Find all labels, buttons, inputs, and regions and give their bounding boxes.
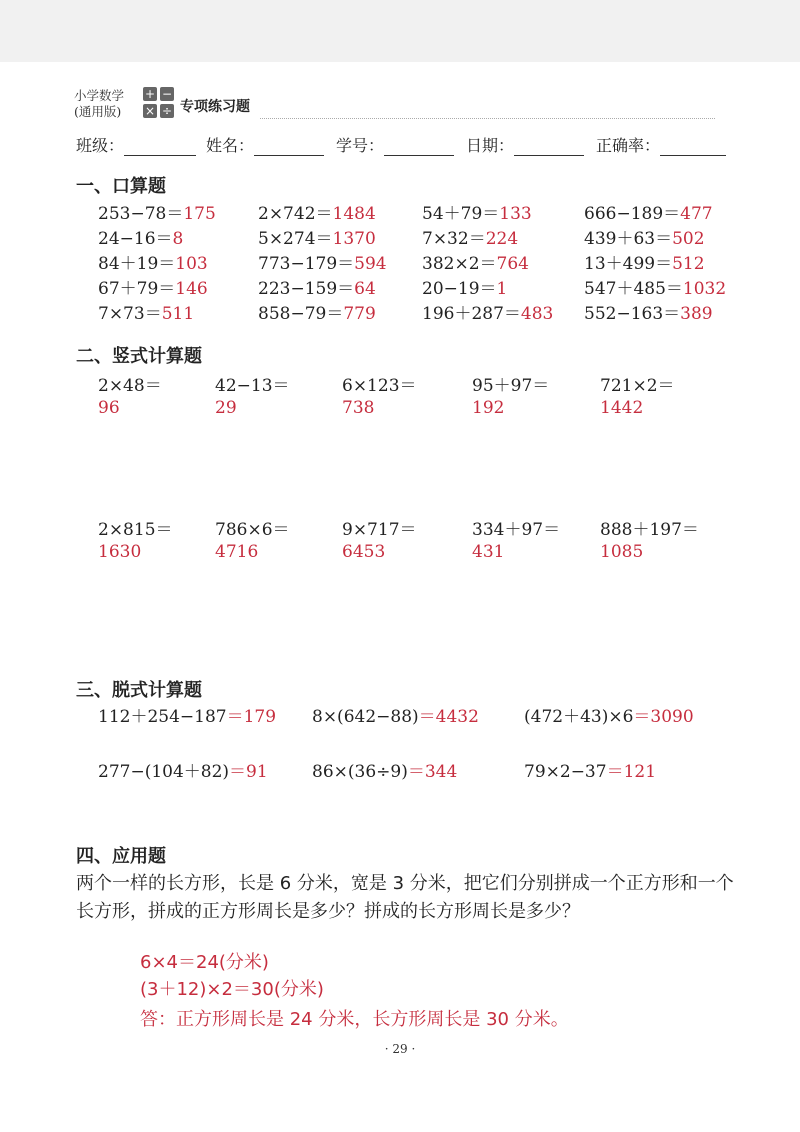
header-divider <box>260 118 715 119</box>
problem-item: 67＋79＝146 <box>98 279 208 299</box>
problem-item: 2×742＝1484 <box>258 204 376 224</box>
id-blank[interactable] <box>384 137 454 156</box>
accuracy-blank[interactable] <box>660 137 726 156</box>
name-field[interactable] <box>206 133 324 156</box>
problem-item: 7×73＝511 <box>98 304 195 324</box>
problem-item: 9×717＝ <box>342 520 417 540</box>
solution-answer: 答：正方形周长是 24 分米，长方形周长是 30 分米。 <box>140 1009 569 1030</box>
problem-item: 5×274＝1370 <box>258 229 376 249</box>
problem-item: 2×48＝ <box>98 376 162 396</box>
answer-value: 96 <box>98 398 120 418</box>
word-problem-text: 两个一样的长方形，长是 6 分米，宽是 3 分米，把它们分别拼成一个正方形和一个长方形，拼成的正方形周长是多少？拼成的长方形周长是多少？ <box>76 873 734 922</box>
brand-line2: (通用版) <box>74 104 122 119</box>
problem-item: 24−16＝8 <box>98 229 184 249</box>
problem-item: 13＋499＝512 <box>584 254 705 274</box>
problem-item: 2×815＝ <box>98 520 173 540</box>
name-blank[interactable] <box>254 137 324 156</box>
section-stepwise-calc-title: 三、脱式计算题 <box>76 680 202 701</box>
problem-item: 277−(104＋82)＝91 <box>98 762 268 782</box>
accuracy-field[interactable] <box>596 133 726 156</box>
problem-item: 547＋485＝1032 <box>584 279 727 299</box>
problem-item: 112＋254−187＝179 <box>98 707 277 727</box>
section-word-problem-title: 四、应用题 <box>76 846 166 867</box>
answer-value: 1442 <box>600 398 644 418</box>
class-label: 班级： <box>76 136 125 155</box>
brand-line1: 小学数学 <box>74 88 125 103</box>
section-vertical-calc-title: 二、竖式计算题 <box>76 346 202 367</box>
class-field[interactable] <box>76 133 196 156</box>
solution-line: (3＋12)×2＝30(分米) <box>140 979 324 1000</box>
answer-value: 1085 <box>600 542 644 562</box>
answer-value: 192 <box>472 398 505 418</box>
problem-item: 54＋79＝133 <box>422 204 532 224</box>
date-label: 日期： <box>466 136 515 155</box>
problem-item: 20−19＝1 <box>422 279 508 299</box>
problem-item: 84＋19＝103 <box>98 254 208 274</box>
accuracy-label: 正确率： <box>596 136 661 155</box>
problem-item: (472＋43)×6＝3090 <box>524 707 694 727</box>
problem-item: 95＋97＝ <box>472 376 550 396</box>
operators-logo-icon <box>143 87 175 120</box>
top-band <box>0 0 800 62</box>
problem-item: 7×32＝224 <box>422 229 519 249</box>
section-mental-math-title: 一、口算题 <box>76 176 166 197</box>
date-blank[interactable] <box>514 137 584 156</box>
times-icon: × <box>144 104 156 118</box>
problem-item: 721×2＝ <box>600 376 675 396</box>
problem-item: 6×123＝ <box>342 376 417 396</box>
answer-value: 6453 <box>342 542 386 562</box>
plus-icon: + <box>144 87 156 101</box>
problem-item: 858−79＝779 <box>258 304 376 324</box>
solution-line: 6×4＝24(分米) <box>140 952 269 973</box>
id-field[interactable] <box>336 133 454 156</box>
minus-icon: − <box>161 87 173 101</box>
problem-item: 773−179＝594 <box>258 254 387 274</box>
problem-item: 888＋197＝ <box>600 520 699 540</box>
problem-item: 196＋287＝483 <box>422 304 554 324</box>
answer-value: 431 <box>472 542 505 562</box>
problem-item: 42−13＝ <box>215 376 290 396</box>
id-label: 学号： <box>336 136 385 155</box>
page-number: · 29 · <box>384 1042 416 1056</box>
name-label: 姓名： <box>206 136 255 155</box>
problem-item: 79×2−37＝121 <box>524 762 657 782</box>
problem-item: 439＋63＝502 <box>584 229 705 249</box>
class-blank[interactable] <box>124 137 196 156</box>
answer-value: 738 <box>342 398 375 418</box>
problem-item: 786×6＝ <box>215 520 290 540</box>
problem-item: 86×(36÷9)＝344 <box>312 762 458 782</box>
worksheet-title: 专项练习题 <box>180 99 250 115</box>
problem-item: 666−189＝477 <box>584 204 713 224</box>
problem-item: 382×2＝764 <box>422 254 529 274</box>
problem-item: 334＋97＝ <box>472 520 561 540</box>
problem-item: 223−159＝64 <box>258 279 376 299</box>
answer-value: 1630 <box>98 542 142 562</box>
problem-item: 552−163＝389 <box>584 304 713 324</box>
divide-icon: ÷ <box>161 104 173 118</box>
problem-item: 253−78＝175 <box>98 204 216 224</box>
problem-item: 8×(642−88)＝4432 <box>312 707 479 727</box>
brand-label <box>74 88 124 120</box>
answer-value: 29 <box>215 398 237 418</box>
answer-value: 4716 <box>215 542 259 562</box>
date-field[interactable] <box>466 133 584 156</box>
